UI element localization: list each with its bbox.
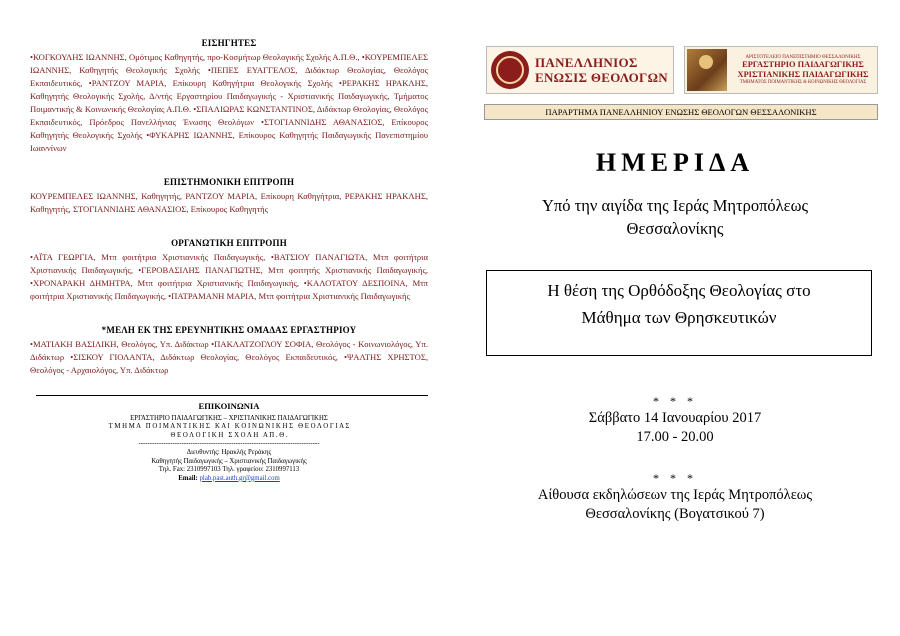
- organizing-committee-section: [30, 238, 428, 303]
- contact-email-link[interactable]: plab.past.auth.gr@gmail.com: [199, 474, 280, 482]
- left-panel: [30, 38, 428, 483]
- pee-logo-line1: ΠΑΝΕΛΛΗΝΙΟΣ: [535, 55, 638, 70]
- branch-banner: ΠΑΡΑΡΤΗΜΑ ΠΑΝΕΛΛΗΝΙΟΥ ΕΝΩΣΗΣ ΘΕΟΛΟΓΩΝ ΘΕΣΣΑΛΟΝΙΚΗΣ: [484, 104, 878, 120]
- organizing-committee-text: •ΑΪΤΑ ΓΕΩΡΓΙΑ, Μτπ φοιτήτρια Χριστιανικής Παιδαγωγικής, •ΒΑΤΣΙΟΥ ΠΑΝΑΓΙΩΤΑ, Μτπ φοιτήτρια Χριστιανικής Παιδαγωγικής, •ΓΕΡΟΒΑΣΙΛΗΣ ΠΑΝΑΓΙΩΤΗΣ, Μτπ φοιτητής Χριστιανικής Παιδαγωγικής, •ΧΡΟΝΑΡΑΚΗ ΔΗΜΗΤΡΑ, Μτπ φοιτήτρια Χριστιανικής Παιδαγωγικής, •ΚΑΛΟΤΑΤΟΥ ΔΕΣΠΟΙΝΑ, Μτπ φοιτήτρια Χριστιανικής Παιδαγωγικής, •ΠΑΤΡΑΜΑΝΗ ΜΑΡΙΑ, Μτπ φοιτήτρια Χριστιανικής Παιδαγωγικής: [30, 252, 428, 301]
- aegis-line-1: Υπό την αιγίδα της Ιεράς Μητροπόλεως: [541, 196, 809, 215]
- lab-logo-name-2: ΧΡΙΣΤΙΑΝΙΚΗΣ ΠΑΙΔΑΓΩΓΙΚΗΣ: [737, 70, 869, 79]
- venue-section: [470, 471, 880, 524]
- event-time: 17.00 - 20.00: [636, 429, 714, 445]
- contact-director-title: Καθηγητής Παιδαγωγικής – Χριστιανικής Παιδαγωγικής: [151, 457, 307, 465]
- contact-title: ΕΠΙΚΟΙΝΩΝΙΑ: [198, 401, 260, 411]
- contact-email-row: [30, 475, 428, 484]
- right-panel: [470, 44, 880, 524]
- contact-phones: Τηλ. Fax: 2310997103 Τηλ. γραφείου: 2310997113: [158, 466, 300, 474]
- research-members-title: *ΜΕΛΗ ΕΚ ΤΗΣ ΕΡΕΥΝΗΤΙΚΗΣ ΟΜΑΔΑΣ ΕΡΓΑΣΤΗΡΙΟΥ: [101, 325, 357, 335]
- contact-section: [30, 402, 428, 483]
- speakers-text: •ΚΟΓΚΟΥΛΗΣ ΙΩΑΝΝΗΣ, Ομότιμος Καθηγητής, προ-Κοσμήτωρ Θεολογικής Σχολής Α.Π.Θ., •ΚΟΥΡΕΜΠΕΛΕΣ ΙΩΑΝΝΗΣ, Καθηγητής Θεολογικής Σχολής •ΠΕΠΕΣ ΕΥΑΓΓΕΛΟΣ, Διδάκτωρ Θεολογίας, Θεολόγος Εκπαιδευτικός, •ΡΑΝΤΖΟΥ ΜΑΡΙΑ, Επίκουρη Καθηγήτρια Θεολογικής Σχολής •ΡΕΡΑΚΗΣ ΗΡΑΚΛΗΣ, Καθηγητής Θεολογικής Σχολής, Δ/ντής Εργαστηρίου Παιδαγωγικής - Χριστιανικής Παιδαγωγικής, Τμήματος Ποιμαντικής & Κοινωνικής Θεολογίας Α.Π.Θ. •ΣΠΑΛΙΩΡΑΣ ΚΩΝΣΤΑΝΤΙΝΟΣ, Διδάκτωρ Θεολογίας, Θεολόγος Εκπαιδευτικός, Πρόεδρος Πανελλήνιας Ένωσης Θεολόγων •ΣΤΟΓΙΑΝΝΙΔΗΣ ΑΘΑΝΑΣΙΟΣ, Επίκουρος Καθηγητής Θεολογικής Σχολής •ΦΥΚΑΡΗΣ ΙΩΑΝΝΗΣ, Επίκουρος Καθηγητής Παιδαγωγικής Πανεπιστημίου Ιωαννίνων: [30, 52, 429, 153]
- topic-box: [486, 270, 872, 356]
- venue-line-2: Θεσσαλονίκης (Βογατσικού 7): [585, 506, 765, 522]
- venue-line-1: Αίθουσα εκδηλώσεων της Ιεράς Μητροπόλεως: [537, 487, 813, 503]
- organizing-committee-title: ΟΡΓΑΝΩΤΙΚΗ ΕΠΙΤΡΟΠΗ: [171, 238, 287, 248]
- lab-logo-university: ΑΡΙΣΤΟΤΕΛΕΙΟ ΠΑΝΕΠΙΣΤΗΜΙΟ ΘΕΣΣΑΛΟΝΙΚΗΣ: [745, 55, 861, 60]
- scientific-committee-text: ΚΟΥΡΕΜΠΕΛΕΣ ΙΩΑΝΝΗΣ, Καθηγητής, ΡΑΝΤΖΟΥ ΜΑΡΙΑ, Επίκουρη Καθηγήτρια, ΡΕΡΑΚΗΣ ΗΡΑΚΛΗΣ, Καθηγητής, ΣΤΟΓΙΑΝΝΙΔΗΣ ΑΘΑΝΑΣΙΟΣ, Επίκουρος Καθηγητής: [30, 191, 428, 214]
- contact-lab-name: ΕΡΓΑΣΤΗΡΙΟ ΠΑΙΔΑΓΩΓΙΚΗΣ – ΧΡΙΣΤΙΑΝΙΚΗΣ ΠΑΙΔΑΓΩΓΙΚΗΣ: [130, 414, 328, 422]
- aegis-line-2: Θεσσαλονίκης: [626, 219, 724, 238]
- contact-separator: --------------------------------------------------------------------------------: [138, 440, 320, 448]
- lab-logo-name-1: ΕΡΓΑΣΤΗΡΙΟ ΠΑΙΔΑΓΩΓΙΚΗΣ: [742, 60, 864, 69]
- scientific-committee-title: ΕΠΙΣΤΗΜΟΝΙΚΗ ΕΠΙΤΡΟΠΗ: [163, 177, 295, 187]
- date-section: [470, 394, 880, 447]
- byzantine-icon: [687, 49, 727, 91]
- pee-logo-line2: ΕΝΩΣΙΣ ΘΕΟΛΟΓΩΝ: [535, 70, 668, 85]
- contact-email-label: Email:: [178, 474, 200, 482]
- section-divider: [36, 395, 428, 396]
- speakers-title: ΕΙΣΗΓΗΤΕΣ: [201, 38, 257, 48]
- lab-logo: [684, 46, 878, 94]
- contact-department: Τ Μ Η Μ Α Π Ο Ι Μ Α Ν Τ Ι Κ Η Σ Κ Α Ι Κ Ο Ι Ν Ω Ν Ι Κ Η Σ Θ Ε Ο Λ Ο Γ Ι Α Σ: [108, 423, 350, 431]
- lab-logo-department: ΤΜΗΜΑΤΟΣ ΠΟΙΜΑΝΤΙΚΗΣ & ΚΟΙΝΩΝΙΚΗΣ ΘΕΟΛΟΓΙΑΣ: [739, 80, 867, 85]
- contact-director: Διευθυντής: Ηρακλής Ρεράκης: [186, 448, 272, 456]
- research-members-section: [30, 325, 428, 377]
- stars-separator-2: * * *: [653, 471, 697, 485]
- page-title: ΗΜΕΡΙΔΑ: [595, 148, 755, 177]
- seal-icon: [491, 51, 529, 89]
- contact-school: Θ Ε Ο Λ Ο Γ Ι Κ Η Σ Χ Ο Λ Η Α Π . Θ .: [170, 431, 288, 439]
- speakers-section: [30, 38, 428, 155]
- stars-separator-1: * * *: [653, 394, 697, 408]
- topic-line-1: Η θέση της Ορθόδοξης Θεολογίας στο: [547, 281, 811, 300]
- research-members-text: •ΜΑΤΙΑΚΗ ΒΑΣΙΛΙΚΗ, Θεολόγος, Υπ. Διδάκτωρ •ΠΑΚΛΑΤΖΟΓΛΟΥ ΣΟΦΙΑ, Θεολόγος - Κοινωνιολόγος, Υπ. Διδάκτωρ •ΣΙΣΚΟΥ ΓΙΟΛΑΝΤΑ, Διδάκτωρ Θεολογίας, Θεολόγος Εκπαιδευτικός, •ΨΑΛΤΗΣ ΧΡΗΣΤΟΣ, Θεολόγος - Αρχαιολόγος, Υπ. Διδάκτωρ: [30, 339, 428, 375]
- aegis-text: [470, 194, 880, 240]
- scientific-committee-section: [30, 177, 428, 216]
- logos-row: [470, 44, 880, 96]
- pee-logo: [486, 46, 674, 94]
- event-date: Σάββατο 14 Ιανουαρίου 2017: [588, 410, 762, 426]
- topic-line-2: Μάθημα των Θρησκευτικών: [581, 308, 777, 327]
